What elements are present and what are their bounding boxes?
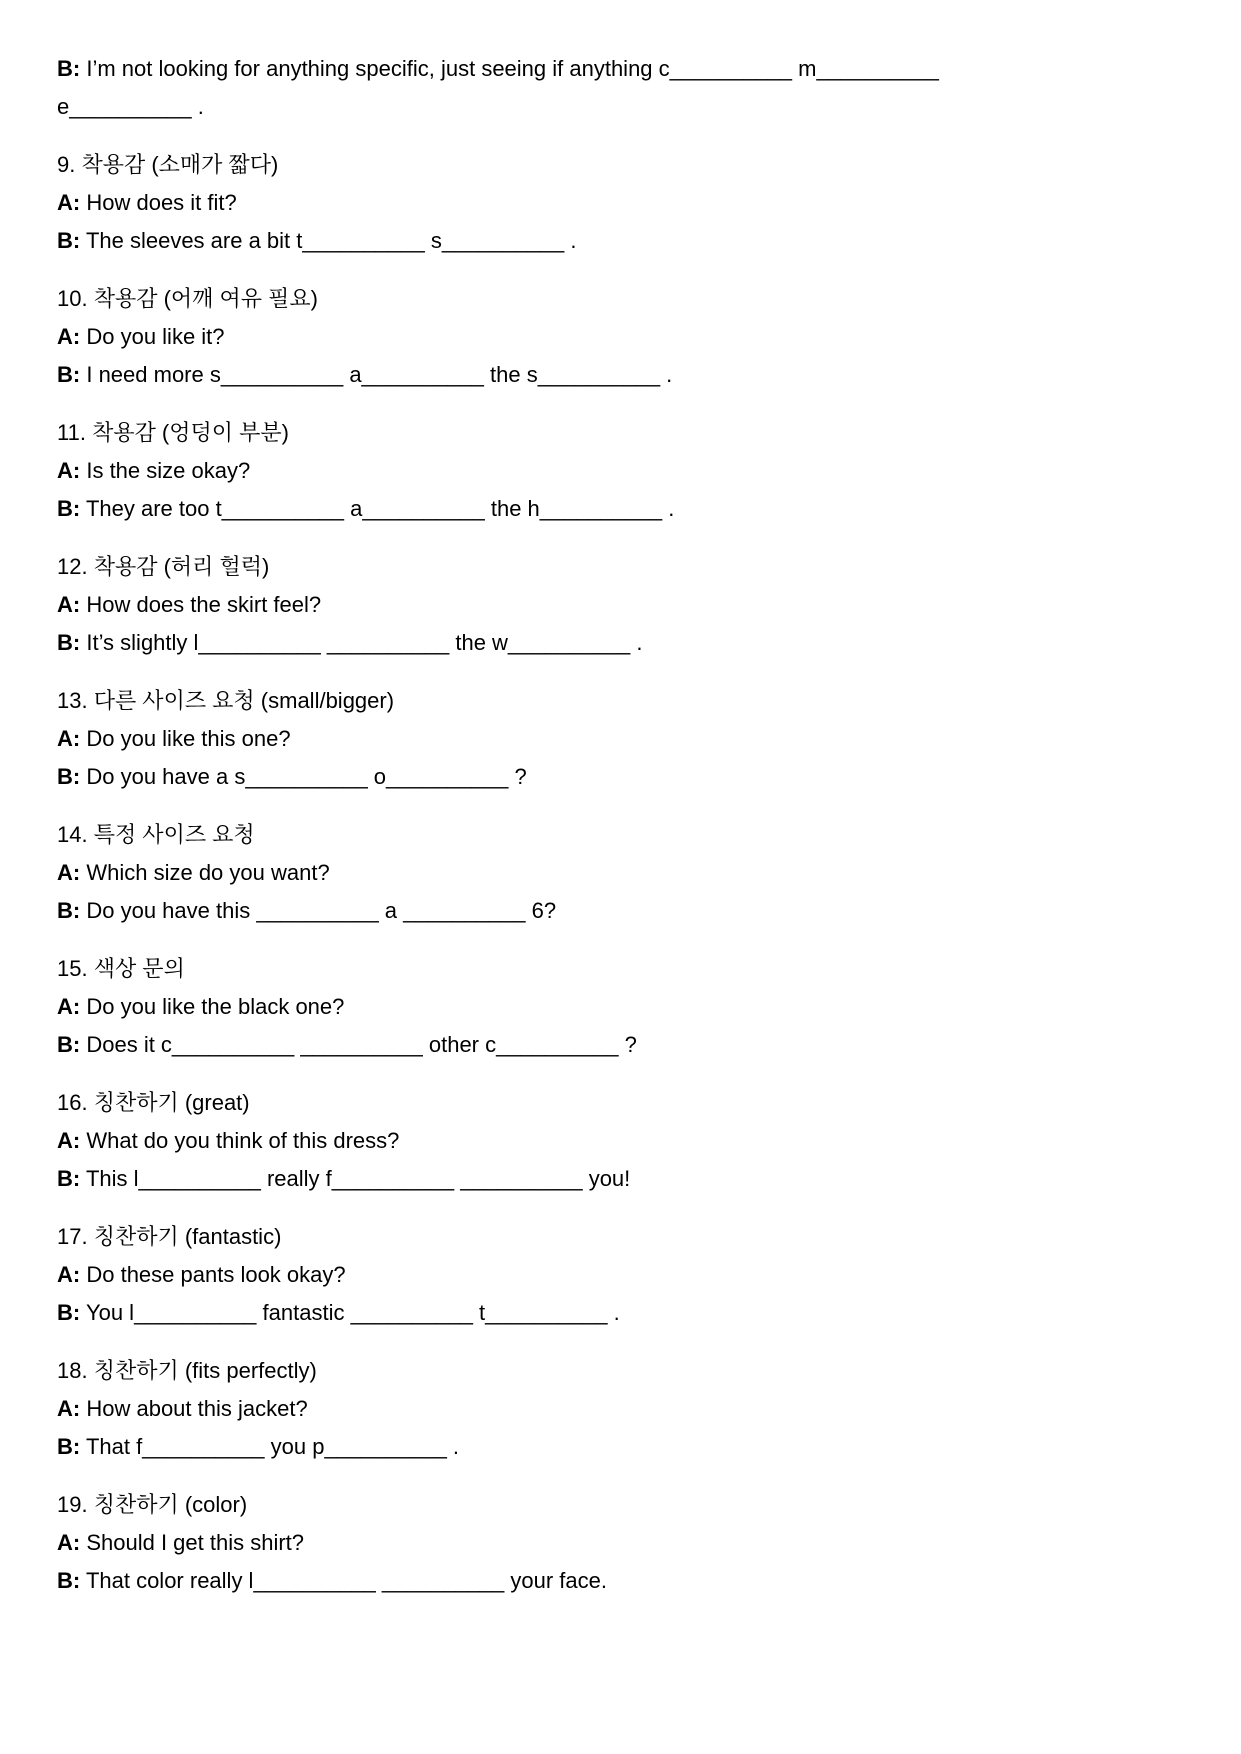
dialogue-line-a: [57, 1256, 1184, 1294]
item-heading: 19. 칭찬하기 (color): [57, 1492, 248, 1517]
dialogue-text: Does it c__________ __________ other c__________ ?: [86, 1032, 637, 1057]
dialogue-text: It’s slightly l__________ __________ the w__________ .: [86, 630, 643, 655]
speaker-a-label: A:: [57, 1128, 81, 1153]
speaker-a-label: A:: [57, 1530, 81, 1555]
dialogue-text: I’m not looking for anything specific, just seeing if anything c__________ m__________: [86, 56, 939, 81]
item-heading: 13. 다른 사이즈 요청 (small/bigger): [57, 688, 395, 713]
exercise-item-16: [57, 1084, 1184, 1198]
speaker-b-label: B:: [57, 496, 81, 521]
speaker-a-label: A:: [57, 458, 81, 483]
speaker-b-label: B:: [57, 1434, 81, 1459]
dialogue-text: How does the skirt feel?: [86, 592, 322, 617]
speaker-a-label: A:: [57, 994, 81, 1019]
speaker-b-label: B:: [57, 898, 81, 923]
speaker-b-label: B:: [57, 1300, 81, 1325]
dialogue-text: e__________ .: [57, 94, 204, 119]
dialogue-line-b-wrapped: [57, 50, 1184, 88]
speaker-a-label: A:: [57, 726, 81, 751]
dialogue-line-b: [57, 1026, 1184, 1064]
dialogue-text: That color really l__________ __________ your face.: [85, 1568, 607, 1593]
dialogue-line-a: [57, 1122, 1184, 1160]
dialogue-line-a: [57, 988, 1184, 1026]
dialogue-line-a: [57, 184, 1184, 222]
dialogue-text: Is the size okay?: [86, 458, 251, 483]
dialogue-line-b: [57, 222, 1184, 260]
speaker-b-label: B:: [57, 764, 81, 789]
item-heading: 18. 칭찬하기 (fits perfectly): [57, 1358, 317, 1383]
speaker-b-label: B:: [57, 56, 81, 81]
dialogue-text: That f__________ you p__________ .: [85, 1434, 460, 1459]
item-heading: 10. 착용감 (어깨 여유 필요): [57, 286, 318, 311]
dialogue-line-a: [57, 318, 1184, 356]
speaker-b-label: B:: [57, 1166, 81, 1191]
item-heading: 16. 칭찬하기 (great): [57, 1090, 250, 1115]
item-heading: 9. 착용감 (소매가 짧다): [57, 152, 279, 177]
item-heading: 14. 특정 사이즈 요청: [57, 822, 255, 847]
speaker-b-label: B:: [57, 228, 81, 253]
dialogue-text: Do you like this one?: [86, 726, 291, 751]
dialogue-line-continuation: [57, 88, 1184, 126]
dialogue-text: How does it fit?: [86, 190, 237, 215]
dialogue-line-a: [57, 586, 1184, 624]
item-heading: 17. 칭찬하기 (fantastic): [57, 1224, 282, 1249]
dialogue-text: This l__________ really f__________ __________ you!: [85, 1166, 631, 1191]
exercise-item-11: [57, 414, 1184, 528]
exercise-item-9: [57, 146, 1184, 260]
dialogue-line-a: [57, 720, 1184, 758]
intro-paragraph: [57, 50, 1184, 126]
dialogue-text: How about this jacket?: [86, 1396, 308, 1421]
dialogue-line-b: [57, 356, 1184, 394]
dialogue-line-a: [57, 854, 1184, 892]
speaker-a-label: A:: [57, 860, 81, 885]
dialogue-text: Which size do you want?: [86, 860, 330, 885]
dialogue-text: Should I get this shirt?: [86, 1530, 305, 1555]
dialogue-text: Do you have a s__________ o__________ ?: [86, 764, 527, 789]
speaker-a-label: A:: [57, 324, 81, 349]
dialogue-text: I need more s__________ a__________ the s__________ .: [86, 362, 673, 387]
speaker-b-label: B:: [57, 362, 81, 387]
speaker-b-label: B:: [57, 1568, 81, 1593]
dialogue-line-b: [57, 892, 1184, 930]
dialogue-line-a: [57, 1524, 1184, 1562]
dialogue-line-b: [57, 1160, 1184, 1198]
speaker-a-label: A:: [57, 1396, 81, 1421]
item-heading: 15. 색상 문의: [57, 956, 185, 981]
exercise-item-17: [57, 1218, 1184, 1332]
dialogue-text: What do you think of this dress?: [86, 1128, 400, 1153]
dialogue-line-b: [57, 1428, 1184, 1466]
dialogue-text: They are too t__________ a__________ the h__________ .: [85, 496, 675, 521]
dialogue-line-b: [57, 624, 1184, 662]
dialogue-line-b: [57, 1562, 1184, 1600]
dialogue-text: Do you like the black one?: [86, 994, 345, 1019]
exercise-item-14: [57, 816, 1184, 930]
speaker-b-label: B:: [57, 1032, 81, 1057]
dialogue-text: Do these pants look okay?: [86, 1262, 346, 1287]
dialogue-text: You l__________ fantastic __________ t__________ .: [85, 1300, 620, 1325]
speaker-a-label: A:: [57, 190, 81, 215]
dialogue-line-b: [57, 758, 1184, 796]
dialogue-text: Do you like it?: [86, 324, 225, 349]
exercise-item-10: [57, 280, 1184, 394]
speaker-a-label: A:: [57, 1262, 81, 1287]
dialogue-line-a: [57, 452, 1184, 490]
exercise-item-19: [57, 1486, 1184, 1600]
dialogue-line-b: [57, 490, 1184, 528]
exercise-item-12: [57, 548, 1184, 662]
dialogue-text: The sleeves are a bit t__________ s__________ .: [85, 228, 577, 253]
exercise-item-18: [57, 1352, 1184, 1466]
speaker-a-label: A:: [57, 592, 81, 617]
dialogue-text: Do you have this __________ a __________ 6?: [86, 898, 557, 923]
item-heading: 12. 착용감 (허리 헐럭): [57, 554, 270, 579]
exercise-item-15: [57, 950, 1184, 1064]
speaker-b-label: B:: [57, 630, 81, 655]
item-heading: 11. 착용감 (엉덩이 부분): [57, 420, 289, 445]
dialogue-line-a: [57, 1390, 1184, 1428]
exercise-item-13: [57, 682, 1184, 796]
dialogue-line-b: [57, 1294, 1184, 1332]
